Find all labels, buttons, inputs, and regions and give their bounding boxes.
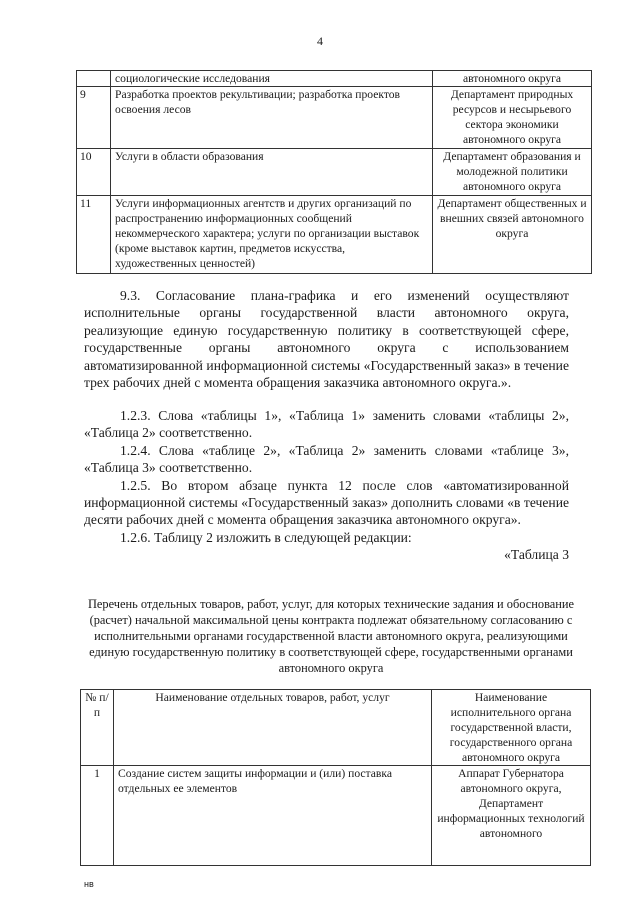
row-department: Департамент природных ресурсов и несырьевого сектора экономики автономного округа [433,87,592,149]
table-row [77,149,592,196]
header-department: Наименование исполнительного органа государственной власти, государственного органа автономного округа [432,690,591,766]
row-service-name: Создание систем защиты информации и (или) поставка отдельных ее элементов [114,766,432,866]
table-header-row [81,690,591,766]
row-department: автономного округа [433,71,592,87]
header-number: № п/п [81,690,114,766]
table-row [81,766,591,866]
row-number [77,71,111,87]
row-service-name: Разработка проектов рекультивации; разработка проектов освоения лесов [111,87,433,149]
page-number: 4 [317,34,323,48]
row-service-name: Услуги в области образования [111,149,433,196]
row-service-name: Услуги информационных агентств и других организаций по распространению информационных сообщений некоммерческого характера; услуги по организации выставок (кроме выставок картин, предметов искусства, художественных ценностей) [111,196,433,274]
footer-mark: нв [84,879,94,889]
table-3-title: Перечень отдельных товаров, работ, услуг, для которых технические задания и обоснование (расчет) начальной максимальной цены контракта подлежат обязательному согласованию с исполнительными органами государственной власти автономного округа, реализующими единую государственную политику в соответствующей сфере, государственными органами автономного округа [87,597,575,675]
section-9-3 [84,287,569,391]
section-9-3-text: 9.3. Согласование плана-графика и его изменений осуществляют исполнительные органы государственной власти автономного округа, реализующие единую государственную политику в соответствующей сфере, государственные органы автономного округа с использованием автоматизированной информационной системы «Государственный заказ» в течение трех рабочих дней с момента обращения заказчика автономного округа.». [84,288,569,391]
amendment-1-2-6: 1.2.6. Таблицу 2 изложить в следующей редакции: [120,529,412,545]
table-row [77,196,592,274]
header-service-name: Наименование отдельных товаров, работ, услуг [114,690,432,766]
row-number: 1 [81,766,114,866]
row-department: Департамент образования и молодежной политики автономного округа [433,149,592,196]
amendments-list [84,407,569,564]
row-number: 10 [77,149,111,196]
continuation-table [76,70,592,274]
amendment-1-2-3: 1.2.3. Слова «таблицы 1», «Таблица 1» заменить словами «таблицы 2», «Таблица 2» соответственно. [84,408,569,441]
table-row [77,87,592,149]
table-3 [80,689,591,866]
amendment-1-2-5: 1.2.5. Во втором абзаце пункта 12 после слов «автоматизированной информационной системы «Государственный заказ» дополнить словами «в течение десяти рабочих дней с момента обращения заказчика автономного округа». [84,477,569,528]
row-service-name: социологические исследования [111,71,433,87]
table-row [77,71,592,87]
row-number: 9 [77,87,111,149]
row-department: Департамент общественных и внешних связей автономного округа [433,196,592,274]
row-department: Аппарат Губернатора автономного округа, Департамент информационных технологий автономного [432,766,591,866]
table-label: «Таблица 3 [504,547,569,563]
amendment-1-2-4: 1.2.4. Слова «таблице 2», «Таблица 2» заменить словами «таблице 3», «Таблица 3» соответственно. [84,442,569,476]
row-number: 11 [77,196,111,274]
